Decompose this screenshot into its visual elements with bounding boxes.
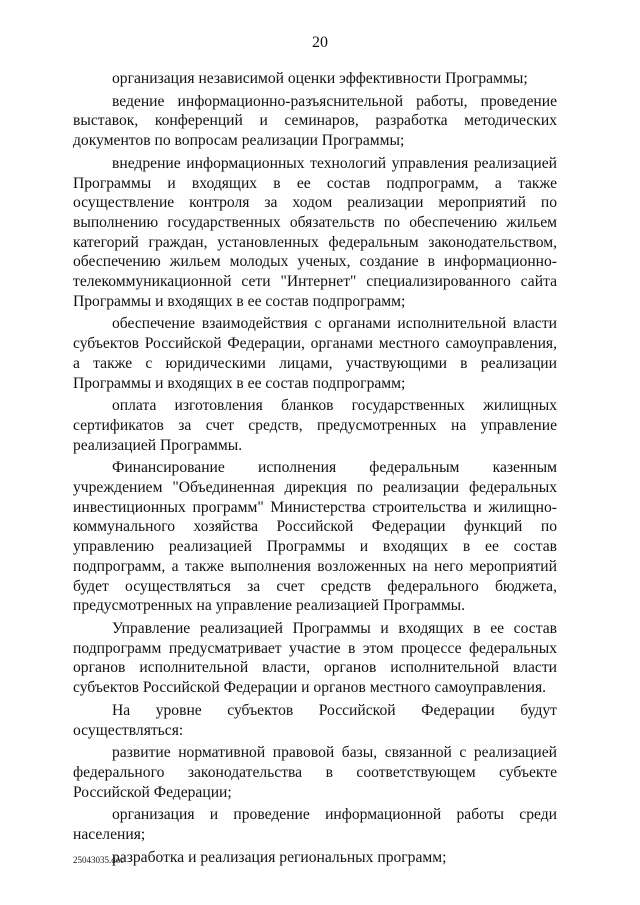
paragraph-information-work: организация и проведение информационной работы среди населения; <box>73 806 557 844</box>
paragraph-regulatory-base: развитие нормативной правовой базы, связанной с реализацией федерального законодательства в соответствующем субъекте Российской Федерации; <box>73 744 557 801</box>
paragraph-certificate-forms: оплата изготовления бланков государственных жилищных сертификатов за счет средств, предусмотренных на управление реализацией Программы. <box>73 397 557 454</box>
paragraph-interaction-authorities: обеспечение взаимодействия с органами исполнительной власти субъектов Российской Федерации, органами местного самоуправления, а также с юридическими лицами, участвующими в реализации Программы и входящих в ее состав подпрограмм; <box>73 315 557 392</box>
paragraph-it-management: внедрение информационных технологий управления реализацией Программы и входящих в ее состав подпрограмм, а также осуществление контроля за ходом реализации мероприятий по выполнению государственных обязательств по обеспечению жильем категорий граждан, установленных федеральным законодательством, обеспечению жильем молодых ученых, создание в информационно-телекоммуникационной сети "Интернет" специализированного сайта Программы и входящих в ее состав подпрограмм; <box>73 154 557 310</box>
paragraph-outreach-work: ведение информационно-разъяснительной работы, проведение выставок, конференций и семинаров, разработка методических документов по вопросам реализации Программы; <box>73 92 557 150</box>
paragraph-regional-programs: разработка и реализация региональных программ; <box>112 848 447 866</box>
document-body <box>73 69 557 867</box>
paragraph-financing: Финансирование исполнения федеральным казенным учреждением "Объединенная дирекция по реализации федеральных инвестиционных программ" Министерства строительства и жилищно-коммунального хозяйства Российской Федерации функций по управлению реализацией Программы и входящих в ее состав подпрограмм, а также выполнения возложенных на него мероприятий будет осуществляться за счет средств федерального бюджета, предусмотренных на управление реализацией Программы. <box>73 459 557 615</box>
footer-document-code: 25043035.doc <box>73 855 125 865</box>
page-number: 20 <box>312 34 328 51</box>
paragraph-program-management: Управление реализацией Программы и входящих в ее состав подпрограмм предусматривает участие в этом процессе федеральных органов исполнительной власти, органов исполнительной власти субъектов Российской Федерации и органов местного самоуправления. <box>73 619 557 697</box>
paragraph-regional-level: На уровне субъектов Российской Федерации будут осуществляться: <box>73 701 557 739</box>
paragraph-independent-evaluation: организация независимой оценки эффективности Программы; <box>112 70 528 87</box>
